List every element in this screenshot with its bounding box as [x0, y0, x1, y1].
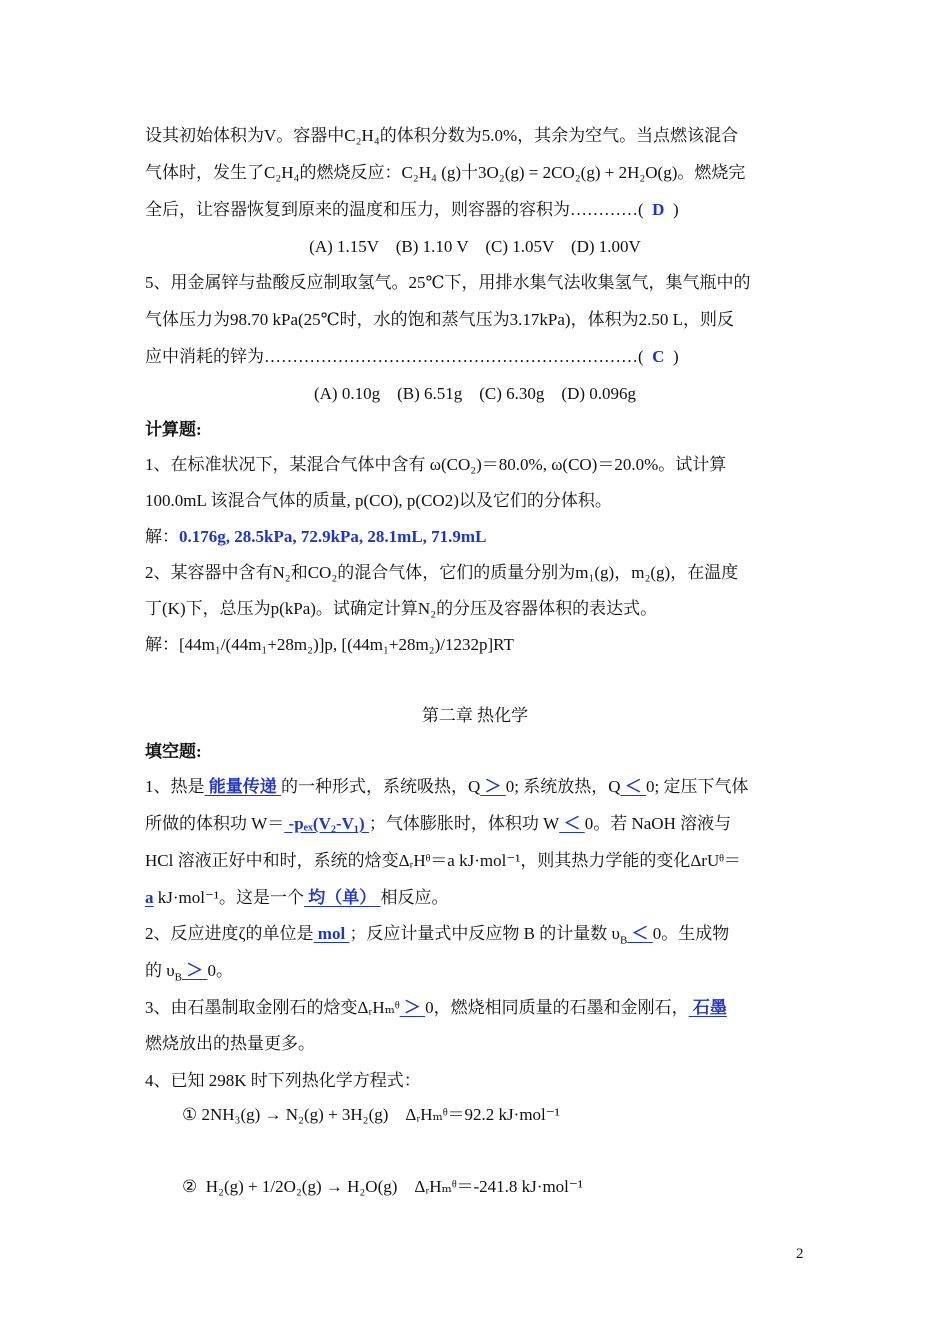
q4-options: (A) 1.15V (B) 1.10 V (C) 1.05V (D) 1.00V [309, 237, 641, 256]
fill-heading: 填空题: [145, 742, 202, 761]
fill2-line-1 [145, 922, 810, 946]
fill2-sub-b2: B [174, 971, 183, 984]
fill3-line-2: 燃烧放出的热量更多。 [145, 1034, 315, 1053]
page-number: 2 [796, 1246, 804, 1262]
fill2-text-e: 0。 [207, 961, 234, 980]
q5-close: ) [672, 347, 679, 366]
q5-options: (A) 0.10g (B) 6.51g (C) 6.30g (D) 0.096g [313, 384, 637, 403]
q4-line-3 [145, 198, 810, 222]
fill2-blank-mol: mol [313, 924, 350, 943]
q4-line-3-text: 全后，让容器恢复到原来的温度和压力，则容器的容积为…………( [145, 200, 644, 219]
fill3-blank-sign: ＞ [399, 998, 426, 1017]
calc2-solution: 解：[44m₁/(44m₁+28m₂)]p, [(44m₁+28m₂)/1232p]RT [145, 635, 514, 654]
calc2-line-2: 丁(K)下，总压为p(kPa)。试确定计算N₂的分压及容器体积的表达式。 [145, 599, 658, 618]
fill3-text-b: 0，燃烧相同质量的石墨和金刚石， [425, 998, 689, 1017]
q5-line-3 [145, 345, 810, 369]
fill2-text-d: 的 υ [145, 961, 175, 980]
fill1-text-i: 相反应。 [380, 888, 449, 907]
fill1-text-h: kJ·mol⁻¹。这是一个 [153, 888, 305, 907]
chapter-title: 第二章 热化学 [421, 706, 529, 725]
fill1-blank-w: ＜ [559, 814, 585, 833]
fill1-blank-phase: 均（单） [304, 888, 381, 907]
q5-line-1: 5、用金属锌与盐酸反应制取氢气。25℃下，用排水集气法收集氢气，集气瓶中的 [145, 273, 751, 292]
calc2-line-1: 2、某容器中含有N₂和CO₂的混合气体，它们的质量分别为m₁(g)，m₂(g)，在温度 [145, 563, 739, 582]
q4-close: ) [672, 200, 679, 219]
fill1-line-1 [145, 775, 810, 799]
fill1-text-d: 0; 定压下气体 [646, 777, 749, 796]
fill1-blank-energy: 能量传递 [204, 777, 281, 796]
fill1-blank-q-neg: ＜ [620, 777, 647, 796]
fill1-line-4 [145, 886, 810, 910]
fill2-text-b: ；反应计量式中反应物 B 的计量数 υ [349, 924, 620, 943]
fill1-line-3: HCl 溶液正好中和时，系统的焓变ΔᵣHᶿ＝a kJ·mol⁻¹，则其热力学能的变化ΔrUᶿ＝ [145, 851, 741, 870]
fill2-blank-reactant: ＜ [627, 924, 653, 943]
fill4-equation-2: ② H₂(g) + 1/2O₂(g) → H₂O(g) ΔᵣHₘᶿ＝-241.8 kJ·mol⁻¹ [182, 1177, 583, 1196]
fill1-text-b: 的一种形式，系统吸热，Q [281, 777, 481, 796]
fill3-blank-graphite: 石墨 [688, 998, 727, 1017]
fill1-text-g: 0。若 NaOH 溶液与 [584, 814, 732, 833]
calc1-solution-label: 解： [145, 527, 179, 546]
fill1-text-f: ；气体膨胀时，体积功 W [368, 814, 560, 833]
fill2-text-a: 2、反应进度ζ的单位是 [145, 924, 314, 943]
fill2-sub-b: B [619, 934, 628, 947]
fill1-text-a: 1、热是 [145, 777, 205, 796]
fill1-text-c: 0; 系统放热，Q [505, 777, 621, 796]
fill1-blank-q-pos: ＞ [480, 777, 506, 796]
fill2-text-c: 0。生成物 [652, 924, 730, 943]
fill1-text-e: 所做的体积功 W＝ [145, 814, 285, 833]
calc1-line-2: 100.0mL 该混合气体的质量, p(CO), p(CO2)以及它们的分体积。 [145, 491, 612, 510]
q4-line-1: 设其初始体积为V。容器中C₂H₄的体积分数为5.0%，其余为空气。当点燃该混合 [145, 126, 739, 145]
calc1-line-1: 1、在标准状况下，某混合气体中含有 ω(CO₂)＝80.0%, ω(CO)＝20.0%。试计算 [145, 455, 727, 474]
q4-answer: D [652, 200, 665, 219]
q5-line-3-text: 应中消耗的锌为…………………………………………………………( [145, 347, 644, 366]
fill4-line-1: 4、已知 298K 时下列热化学方程式： [145, 1071, 421, 1090]
fill3-line-1 [145, 996, 810, 1020]
fill1-line-2 [145, 812, 810, 836]
fill1-blank-a: a [145, 888, 154, 907]
fill2-blank-product: ＞ [182, 961, 208, 980]
q5-line-2: 气体压力为98.70 kPa(25℃时，水的饱和蒸气压为3.17kPa)，体积为2.50 L，则反 [145, 310, 734, 329]
fill3-text-a: 3、由石墨制取金刚石的焓变ΔᵣHₘᶿ [145, 998, 400, 1017]
calc1-solution [145, 525, 810, 549]
fill4-equation-1: ① 2NH₃(g) → N₂(g) + 3H₂(g) ΔᵣHₘᶿ＝92.2 kJ·mol⁻¹ [182, 1105, 560, 1124]
fill2-line-2 [145, 959, 810, 983]
calc-heading: 计算题: [145, 420, 202, 439]
q4-line-2: 气体时，发生了C₂H₄的燃烧反应：C₂H₄ (g)十3O₂(g) = 2CO₂(g) + 2H₂O(g)。燃烧完 [145, 163, 746, 182]
calc1-solution-value: 0.176g, 28.5kPa, 72.9kPa, 28.1mL, 71.9mL [179, 527, 487, 546]
q5-answer: C [652, 347, 665, 366]
fill1-blank-work: -pₑₓ(V₂-V₁) [284, 814, 369, 833]
